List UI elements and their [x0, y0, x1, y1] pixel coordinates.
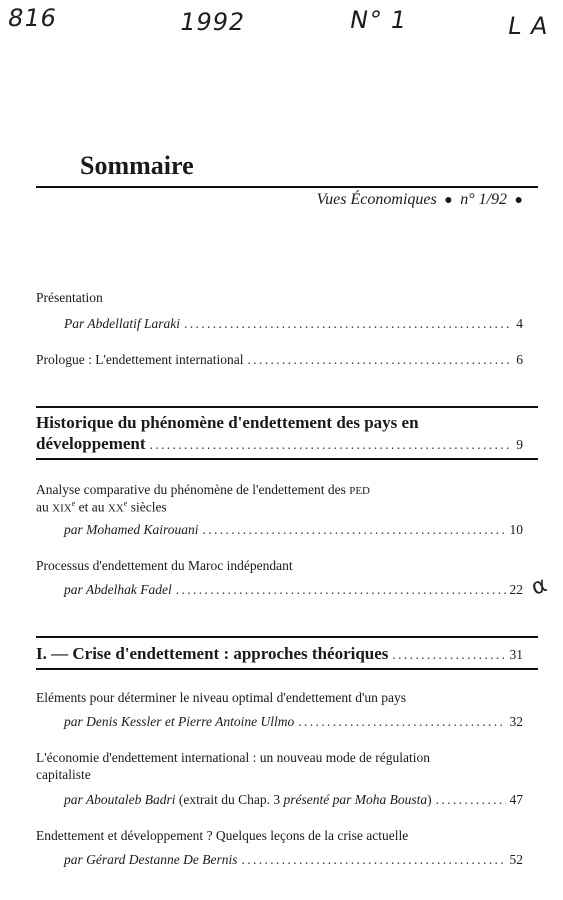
section-rule-bottom [36, 668, 538, 670]
entry-title-line [36, 482, 370, 498]
handwritten-initials: L A [505, 12, 551, 40]
dot-leader [298, 714, 505, 730]
entry-title: Présentation [36, 290, 103, 305]
handwritten-number: N° 1 [347, 6, 410, 34]
century-sup: e [71, 499, 76, 508]
page-number: 47 [509, 792, 523, 807]
toc-line [64, 522, 523, 538]
entry-title: Processus d'endettement du Maroc indépendant [36, 558, 293, 573]
section-rule-top [36, 406, 538, 408]
century-numeral: XX [107, 502, 124, 515]
entry-title-part: siècles [130, 499, 167, 515]
issue-number: n° 1/92 [460, 191, 508, 208]
dot-leader [176, 582, 506, 598]
toc-line [64, 582, 523, 598]
entry-author: par Aboutaleb Badri [64, 792, 176, 807]
section-rule-bottom [36, 458, 538, 460]
section-rule-top [36, 636, 538, 638]
entry-author: par Mohamed Kairouani [64, 522, 199, 537]
bullet-icon: ● [511, 193, 523, 208]
toc-line [64, 714, 523, 730]
page-number: 10 [509, 522, 523, 537]
toc-line [36, 434, 523, 454]
dot-leader [392, 647, 505, 663]
century-sup: e [123, 499, 128, 508]
page-number: 31 [509, 647, 523, 662]
section-title-cont: développement [36, 434, 146, 453]
dot-leader [150, 437, 513, 453]
handwritten-code: 816 [5, 4, 60, 32]
entry-title-part: et au [78, 499, 105, 515]
section-title: I. — Crise d'endettement : approches théoriques [36, 644, 389, 663]
entry-title-line [36, 499, 167, 516]
dot-leader [436, 792, 506, 808]
toc-line [36, 644, 523, 664]
entry-note-end: ) [427, 792, 432, 807]
toc-line [36, 352, 523, 368]
page-number: 52 [509, 852, 523, 867]
entry-note: (extrait du Chap. 3 [178, 792, 281, 807]
entry-author: par Abdelhak Fadel [64, 582, 172, 597]
page-number: 22 [509, 582, 523, 597]
page-number: 9 [516, 437, 523, 452]
entry-title: L'économie d'endettement international : un nouveau mode de régulation [36, 750, 430, 765]
page-title: Sommaire [80, 151, 194, 180]
page-number: 4 [516, 316, 523, 331]
handwritten-year: 1992 [177, 8, 248, 36]
entry-author: Par Abdellatif Laraki [64, 316, 181, 331]
entry-abbr: PED [349, 485, 370, 497]
page-number: 32 [509, 714, 523, 729]
entry-title: Analyse comparative du phénomène de l'endettement des [36, 482, 346, 497]
entry-title: Endettement et développement ? Quelques leçons de la crise actuelle [36, 828, 409, 843]
entry-title: Prologue : L'endettement international [36, 352, 244, 367]
entry-author: par Denis Kessler et Pierre Antoine Ullmo [64, 714, 295, 729]
entry-title-cont: capitaliste [36, 767, 91, 782]
entry-title: Eléments pour déterminer le niveau optimal d'endettement d'un pays [36, 690, 407, 705]
page-number: 6 [516, 352, 523, 367]
entry-author: par Gérard Destanne De Bernis [64, 852, 238, 867]
entry-note-presenter: présenté par Moha Bousta [283, 792, 428, 807]
journal-line [317, 191, 523, 209]
dot-leader [248, 352, 513, 368]
handwritten-margin-mark: α [528, 572, 551, 601]
toc-line [64, 852, 523, 868]
entry-title-part: au [36, 499, 49, 515]
bullet-icon: ● [440, 193, 457, 208]
dot-leader [241, 852, 505, 868]
journal-title: Vues Économiques [316, 191, 437, 208]
section-title: Historique du phénomène d'endettement des pays en [36, 413, 419, 432]
toc-line [64, 792, 523, 808]
dot-leader [184, 316, 512, 332]
century-numeral: XIX [52, 502, 72, 515]
title-rule [36, 186, 538, 188]
dot-leader [203, 522, 506, 538]
toc-line [64, 316, 523, 332]
